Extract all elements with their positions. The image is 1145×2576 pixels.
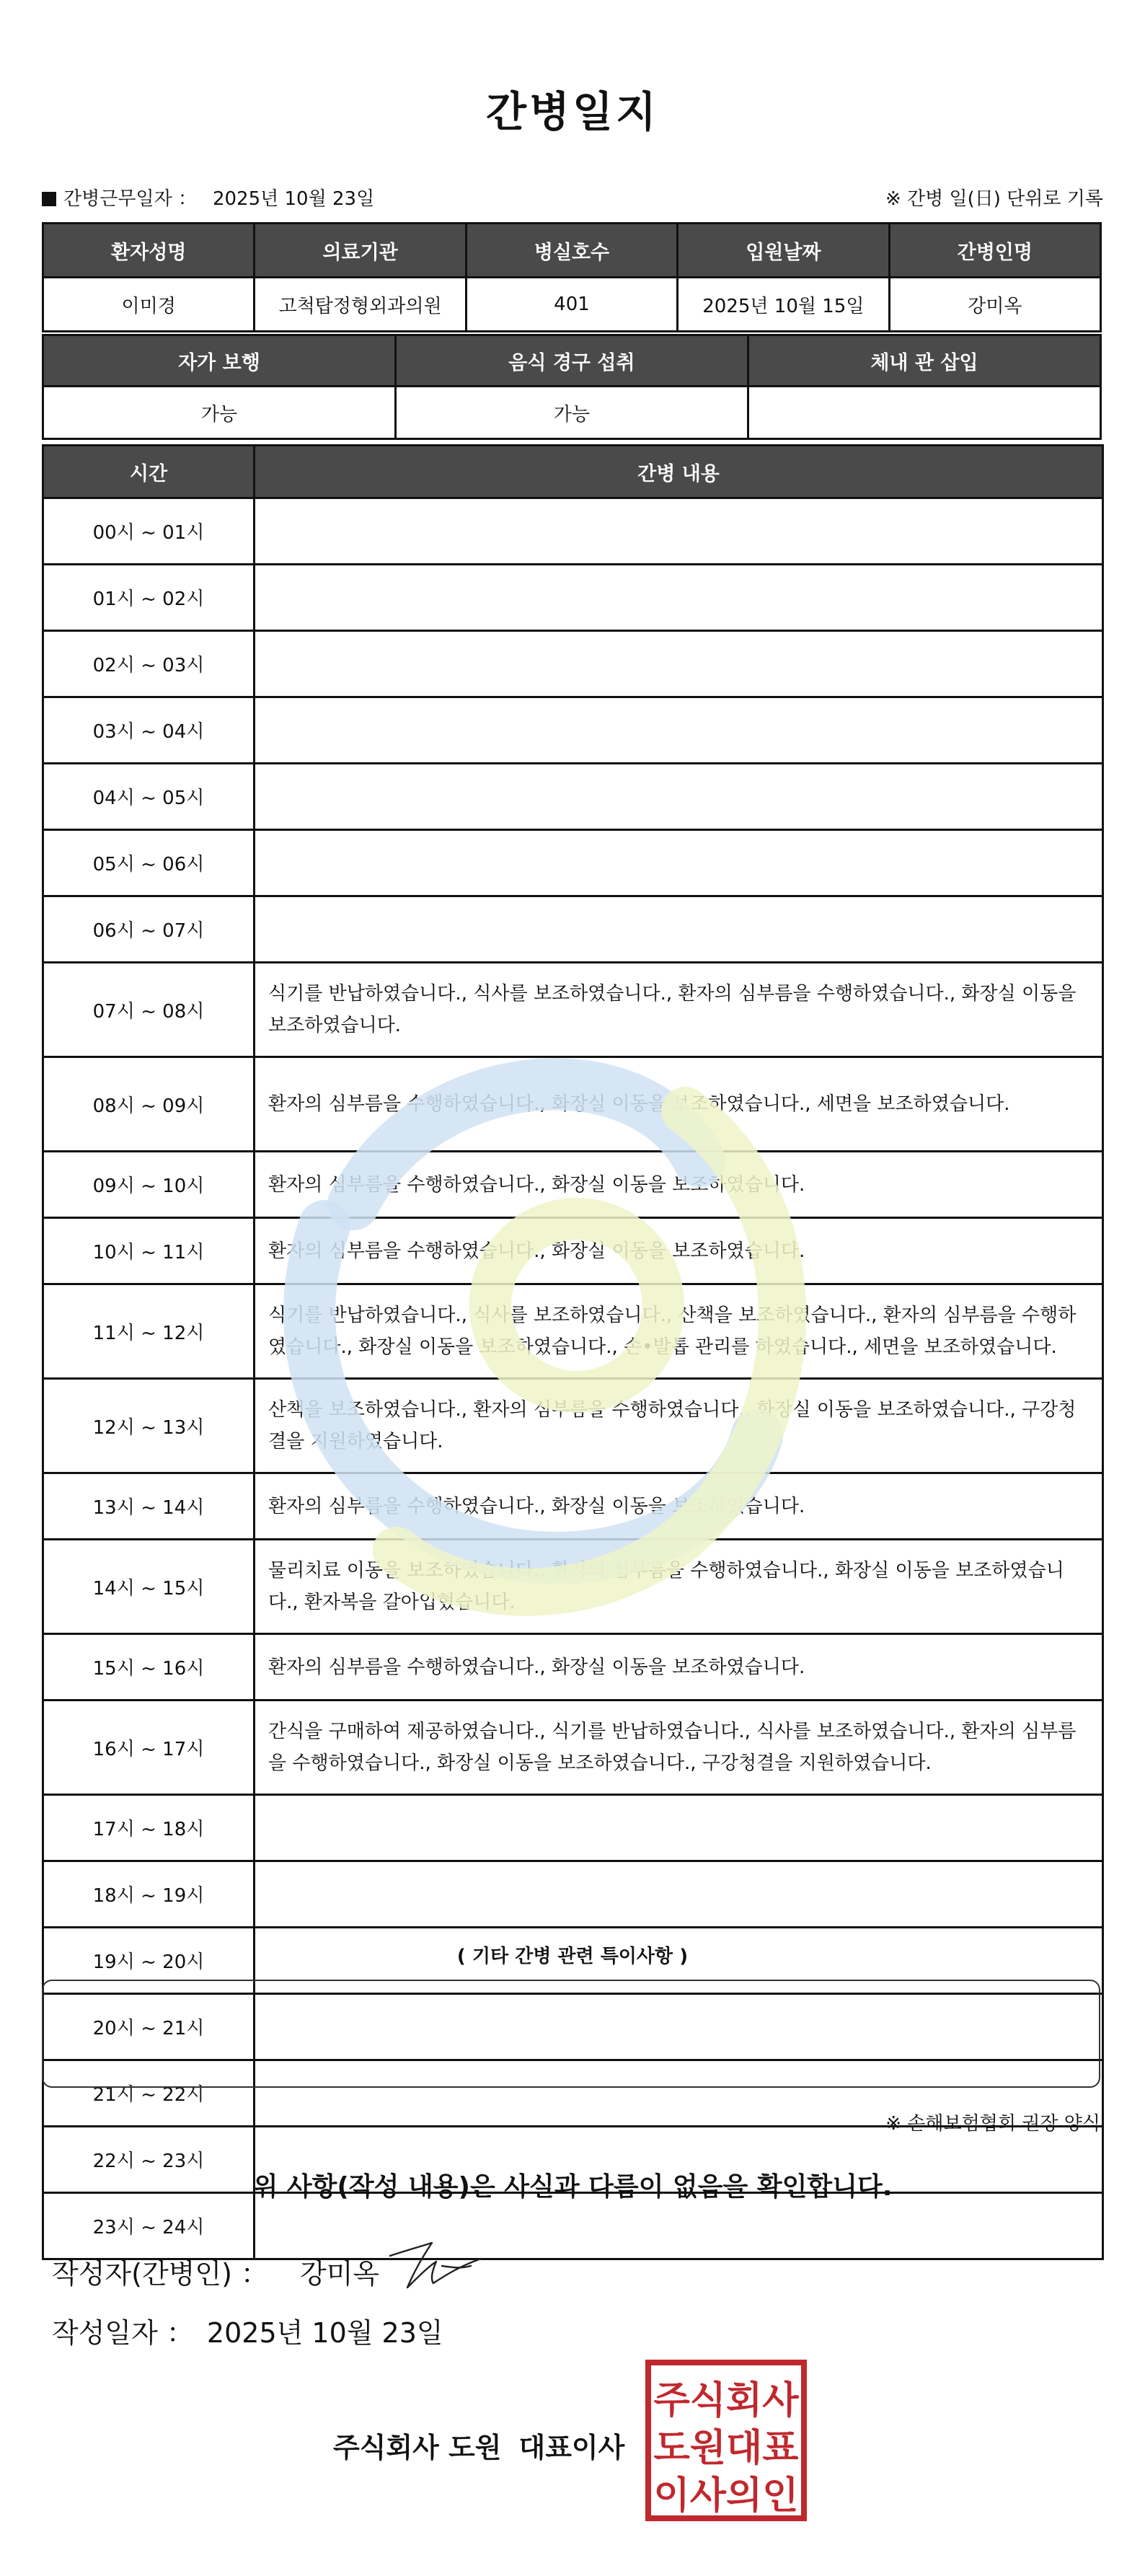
time-slot: 23시 ~ 24시 [43,2193,255,2259]
time-slot: 08시 ~ 09시 [43,1057,255,1152]
header-hospital: 의료기관 [255,224,466,278]
patient-info-header-row [43,224,1101,278]
care-content: 환자의 심부름을 수행하였습니다., 화장실 이동을 보조하였습니다. [255,1152,1103,1218]
header-time: 시간 [43,446,255,498]
care-content: 환자의 심부름을 수행하였습니다., 화장실 이동을 보조하였습니다. [255,1473,1103,1540]
care-content: 산책을 보조하였습니다., 환자의 심부름을 수행하였습니다., 화장실 이동을 보조하였습니다., 구강청결을 지원하였습니다. [255,1379,1103,1473]
company-name: 주식회사 도원 [333,2432,502,2463]
care-date-line [42,184,374,211]
care-date-value: 2025년 10월 23일 [212,188,375,210]
care-content [255,896,1103,963]
record-unit-note: ※ 간병 일(日) 단위로 기록 [885,188,1103,210]
care-log-row [43,1861,1103,1928]
time-slot: 18시 ~ 19시 [43,1861,255,1928]
time-slot: 14시 ~ 15시 [43,1540,255,1634]
care-log-row [43,963,1103,1057]
time-slot: 05시 ~ 06시 [43,830,255,896]
header-room-number: 병실호수 [466,224,677,278]
care-log-row [43,1284,1103,1379]
time-slot: 02시 ~ 03시 [43,631,255,697]
care-log-row [43,1152,1103,1218]
time-slot: 10시 ~ 11시 [43,1218,255,1284]
patient-status-table [42,334,1102,440]
source-note: ※ 손해보험협회 권장 양식 [885,2113,1100,2135]
care-log-row [43,565,1103,631]
care-content [255,697,1103,764]
patient-info-value-row [43,278,1101,332]
care-log-row [43,1057,1103,1152]
patient-info-table [42,222,1102,332]
care-log-row [43,498,1103,565]
care-log-row [43,764,1103,830]
remarks-title: ( 기타 간병 관련 특이사항 ) [456,1946,689,1967]
written-date-label: 작성일자 ： [52,2317,194,2349]
header-caregiver-name: 간병인명 [889,224,1100,278]
time-slot: 03시 ~ 04시 [43,697,255,764]
time-slot: 13시 ~ 14시 [43,1473,255,1540]
care-content [255,830,1103,896]
time-slot: 09시 ~ 10시 [43,1152,255,1218]
header-tube-insertion: 체내 관 삽입 [748,335,1100,387]
care-content: 간식을 구매하여 제공하였습니다., 식기를 반납하였습니다., 식사를 보조하였습니다., 환자의 심부름을 수행하였습니다., 화장실 이동을 보조하였습니다., 구강청결을 지원하였습니다. [255,1701,1103,1795]
care-log-row [43,896,1103,963]
care-date-label: 간병근무일자 ： [63,188,197,210]
writer-line [52,2251,379,2291]
time-slot: 12시 ~ 13시 [43,1379,255,1473]
care-log-row [43,1473,1103,1540]
care-content: 환자의 심부름을 수행하였습니다., 화장실 이동을 보조하였습니다., 세면을 보조하였습니다. [255,1057,1103,1152]
handwritten-signature [386,2234,487,2295]
care-log-row [43,1795,1103,1861]
time-slot: 01시 ~ 02시 [43,565,255,631]
care-content: 물리치료 이동을 보조하였습니다., 환자의 심부름을 수행하였습니다., 화장실 이동을 보조하였습니다., 환자복을 갈아입혔습니다. [255,1540,1103,1634]
time-slot: 15시 ~ 16시 [43,1634,255,1701]
remarks-box [42,1980,1100,2088]
company-line [333,2425,624,2465]
time-slot: 00시 ~ 01시 [43,498,255,565]
care-content [255,565,1103,631]
time-slot: 16시 ~ 17시 [43,1701,255,1795]
care-log-header-row [43,446,1103,498]
header-self-walking: 자가 보행 [43,335,396,387]
patient-status-header-row [43,335,1101,387]
care-log-row [43,697,1103,764]
care-log-row [43,1701,1103,1795]
time-slot: 20시 ~ 21시 [43,1994,255,2060]
header-patient-name: 환자성명 [43,224,255,278]
header-admission-date: 입원날짜 [678,224,889,278]
header-care-content: 간병 내용 [255,446,1103,498]
company-seal [645,2360,807,2521]
care-content: 식기를 반납하였습니다., 식사를 보조하였습니다., 환자의 심부름을 수행하였습니다., 화장실 이동을 보조하였습니다. [255,963,1103,1057]
writer-name: 강미옥 [299,2258,380,2290]
care-content: 식기를 반납하였습니다., 식사를 보조하였습니다., 산책을 보조하였습니다., 환자의 심부름을 수행하였습니다., 화장실 이동을 보조하였습니다., 손•발톱 관리를 하였습니다., 세면을 보조하였습니다. [255,1284,1103,1379]
room-number-value: 401 [466,278,677,332]
oral-intake-value: 가능 [395,387,748,439]
seal-text-line-1: 주식회사 [653,2379,799,2422]
seal-text-line-2: 도원대표 [653,2427,799,2470]
seal-text-line-3: 이사의인 [653,2474,799,2518]
admission-date-value: 2025년 10월 15일 [678,278,889,332]
care-content [255,764,1103,830]
care-log-row [43,1634,1103,1701]
care-content [255,631,1103,697]
care-content [255,1795,1103,1861]
time-slot: 19시 ~ 20시 [43,1928,255,1994]
time-slot: 04시 ~ 05시 [43,764,255,830]
document-title: 간병일지 [485,87,660,136]
time-slot: 17시 ~ 18시 [43,1795,255,1861]
caregiver-name-value: 강미옥 [889,278,1100,332]
time-slot: 21시 ~ 22시 [43,2060,255,2127]
representative-title: 대표이사 [518,2432,625,2463]
care-log-row [43,1540,1103,1634]
confirmation-statement: 위 사항(작성 내용)은 사실과 다름이 없음을 확인합니다. [252,2172,893,2202]
writer-label: 작성자(간병인) ： [52,2258,268,2290]
written-date-value: 2025년 10월 23일 [206,2317,443,2349]
care-content: 환자의 심부름을 수행하였습니다., 화장실 이동을 보조하였습니다. [255,1634,1103,1701]
tube-insertion-value [748,387,1100,439]
patient-status-value-row [43,387,1101,439]
patient-name-value: 이미경 [43,278,255,332]
hospital-value: 고척탑정형외과의원 [255,278,466,332]
care-content [255,1861,1103,1928]
time-slot: 11시 ~ 12시 [43,1284,255,1379]
care-log-row [43,1379,1103,1473]
self-walking-value: 가능 [43,387,396,439]
care-log-row [43,1218,1103,1284]
time-slot: 07시 ~ 08시 [43,963,255,1057]
time-slot: 06시 ~ 07시 [43,896,255,963]
care-content: 환자의 심부름을 수행하였습니다., 화장실 이동을 보조하였습니다. [255,1218,1103,1284]
care-log-row [43,830,1103,896]
written-date-line [52,2311,443,2350]
header-oral-intake: 음식 경구 섭취 [395,335,748,387]
time-slot: 22시 ~ 23시 [43,2127,255,2193]
square-bullet-icon [42,192,56,206]
care-log-row [43,631,1103,697]
care-content [255,498,1103,565]
